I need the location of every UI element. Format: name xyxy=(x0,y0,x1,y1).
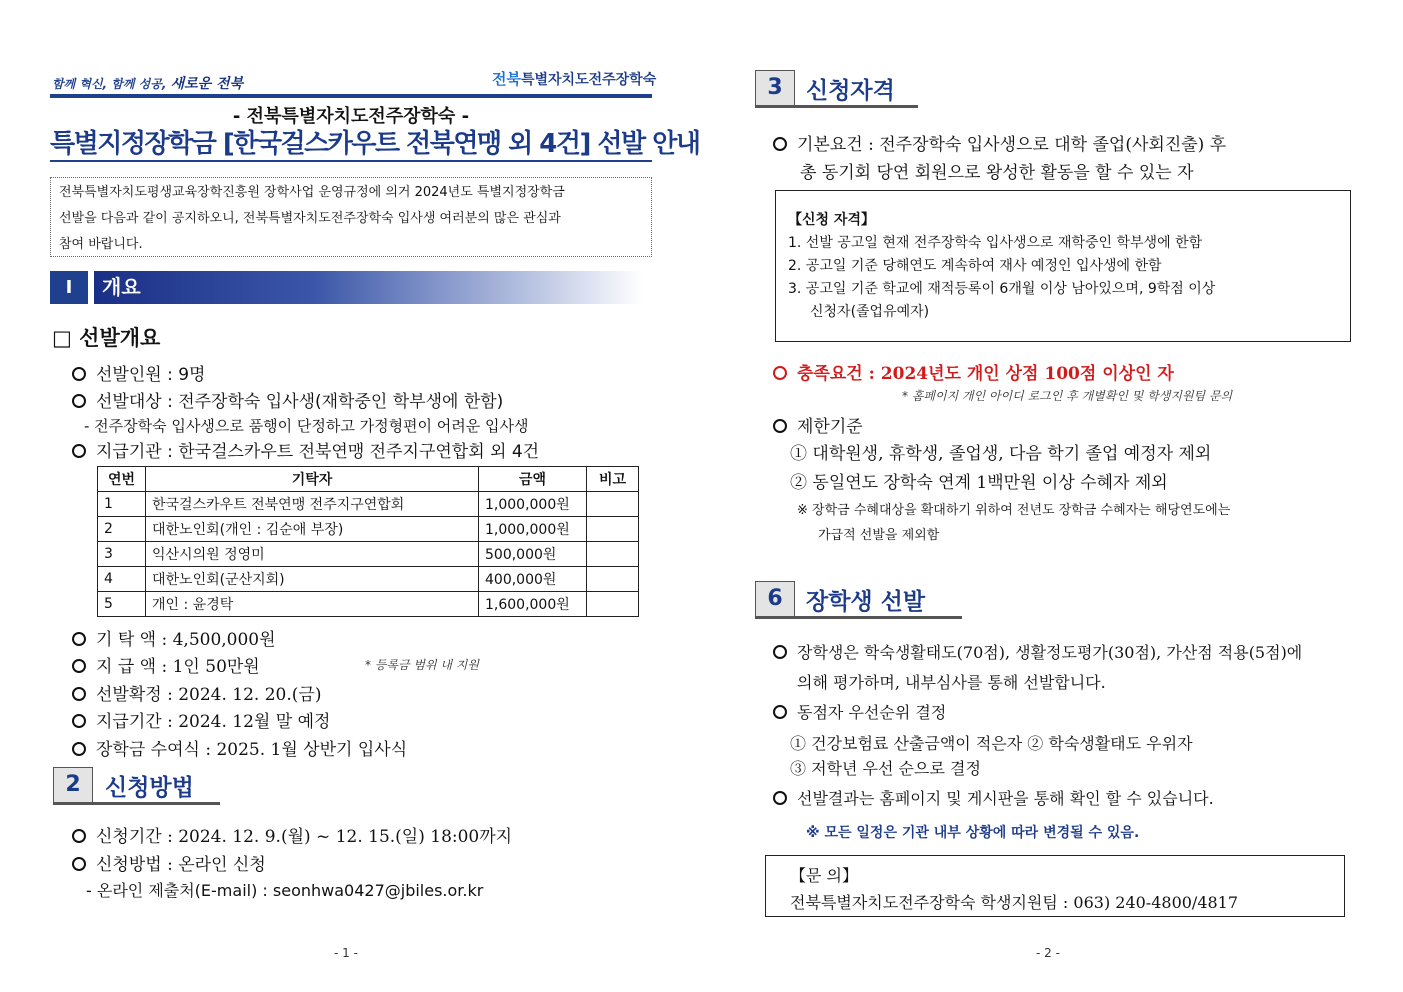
cell xyxy=(587,567,639,592)
doc-subtitle: - 전북특별자치도전주장학숙 - xyxy=(232,106,470,127)
circle-bullet-icon xyxy=(72,632,86,646)
intro-line: 선발을 다음과 같이 공지하오니, 전북특별자치도전주장학숙 입사생 여러분의 많은 관심과 xyxy=(59,211,561,226)
circle-bullet-icon xyxy=(773,419,787,433)
cell: 개인 : 윤경탁 xyxy=(146,592,479,617)
cell: 400,000원 xyxy=(479,567,587,592)
title-rule xyxy=(50,160,652,162)
section-2-title: 신청방법 xyxy=(105,775,194,801)
table-row xyxy=(98,492,639,517)
list-item: 선발대상 : 전주장학숙 입사생(재학중인 학부생에 한함) xyxy=(72,387,503,412)
circle-bullet-icon xyxy=(72,659,86,673)
circle-bullet-icon xyxy=(72,829,86,843)
circle-bullet-icon xyxy=(773,137,787,151)
contact-heading: 【문 의】 xyxy=(790,866,858,885)
qualification-line: 신청자(졸업유예자) xyxy=(810,304,930,320)
col-header: 비고 xyxy=(587,467,639,492)
list-item: 선발확정 : 2024. 12. 20.(금) xyxy=(72,680,321,705)
list-item: 신청방법 : 온라인 신청 xyxy=(72,850,266,875)
overview-heading: □ 선발개요 xyxy=(52,326,161,350)
limit-item: ① 대학원생, 휴학생, 졸업생, 다음 학기 졸업 예정자 제외 xyxy=(790,444,1212,464)
list-item: 신청기간 : 2024. 12. 9.(월) ~ 12. 15.(일) 18:00까지 xyxy=(72,822,512,847)
circle-bullet-icon xyxy=(773,366,787,380)
limit-item: ② 동일연도 장학숙 연계 1백만원 이상 수혜자 제외 xyxy=(790,473,1168,493)
section-3-title: 신청자격 xyxy=(806,78,895,104)
limit-note: ※ 장학금 수혜대상을 확대하기 위하여 전년도 장학금 수혜자는 해당연도에는 xyxy=(797,503,1231,518)
section-6-title: 장학생 선발 xyxy=(806,589,926,615)
cell: 3 xyxy=(98,542,146,567)
circle-bullet-icon xyxy=(72,714,86,728)
fulfill-requirement: 충족요건 : 2024년도 개인 상점 100점 이상인 자 xyxy=(773,359,1174,384)
cell: 1,000,000원 xyxy=(479,492,587,517)
section-1-number: I xyxy=(50,271,88,304)
section-3-number: 3 xyxy=(755,70,795,106)
col-header: 연번 xyxy=(98,467,146,492)
intro-box xyxy=(50,177,652,257)
target-note: - 전주장학숙 입사생으로 품행이 단정하고 가정형편이 어려운 입사생 xyxy=(84,417,529,435)
circle-bullet-icon xyxy=(72,444,86,458)
list-item-cont: 의해 평가하며, 내부심사를 통해 선발합니다. xyxy=(797,673,1106,692)
qualification-line: 1. 선발 공고일 현재 전주장학숙 입사생으로 재학중인 학부생에 한함 xyxy=(788,235,1203,251)
table-header-row xyxy=(98,467,639,492)
list-item-cont: 총 동기회 당연 회원으로 왕성한 활동을 할 수 있는 자 xyxy=(800,163,1194,183)
list-item: 지 급 액 : 1인 50만원 xyxy=(72,652,260,677)
cell: 익산시의원 정영미 xyxy=(146,542,479,567)
cell: 대한노인회(군산지회) xyxy=(146,567,479,592)
table-row xyxy=(98,542,639,567)
intro-line: 참여 바랍니다. xyxy=(59,237,143,252)
list-item: 장학금 수여식 : 2025. 1월 상반기 입사식 xyxy=(72,735,407,760)
qualification-box xyxy=(775,190,1351,342)
contact-box xyxy=(765,855,1345,917)
donor-table xyxy=(97,466,639,617)
section-2-number: 2 xyxy=(53,767,93,803)
cell: 1,000,000원 xyxy=(479,517,587,542)
list-item: 선발결과는 홈페이지 및 게시판을 통해 확인 할 수 있습니다. xyxy=(773,786,1214,809)
org-logo: 전북특별자치도전주장학숙 xyxy=(492,70,657,88)
table-row xyxy=(98,517,639,542)
section-6-number: 6 xyxy=(755,581,795,617)
contact-line: 전북특별자치도전주장학숙 학생지원팀 : 063) 240-4800/4817 xyxy=(790,893,1239,912)
section-3-underline xyxy=(755,105,918,108)
qualification-heading: 【신청 자격】 xyxy=(788,212,875,228)
cell xyxy=(587,592,639,617)
slogan: 함께 혁신, 함께 성공, 새로운 전북 xyxy=(52,76,244,92)
header-rule xyxy=(50,94,652,98)
section-6-underline xyxy=(755,616,962,619)
list-item: 동점자 우선순위 결정 xyxy=(773,700,946,723)
circle-bullet-icon xyxy=(72,857,86,871)
col-header: 금액 xyxy=(479,467,587,492)
cell: 2 xyxy=(98,517,146,542)
tie-item: ③ 저학년 우선 순으로 결정 xyxy=(790,759,981,778)
circle-bullet-icon xyxy=(773,705,787,719)
cell: 500,000원 xyxy=(479,542,587,567)
section-1-title: 개요 xyxy=(94,271,642,304)
circle-bullet-icon xyxy=(72,394,86,408)
qualification-line: 3. 공고일 기준 학교에 재적등록이 6개월 이상 남아있으며, 9학점 이상 xyxy=(788,281,1216,297)
page-number: - 2 - xyxy=(1036,946,1060,960)
online-submit-note: - 온라인 제출처(E-mail) : seonhwa0427@jbiles.or.kr xyxy=(86,881,484,900)
cell xyxy=(587,492,639,517)
list-item: 지급기간 : 2024. 12월 말 예정 xyxy=(72,707,330,732)
circle-bullet-icon xyxy=(72,742,86,756)
cell: 1 xyxy=(98,492,146,517)
circle-bullet-icon xyxy=(72,367,86,381)
list-item: 지급기관 : 한국걸스카우트 전북연맹 전주지구연합회 외 4건 xyxy=(72,437,539,462)
section-2-underline xyxy=(53,802,220,805)
circle-bullet-icon xyxy=(773,645,787,659)
intro-line: 전북특별자치도평생교육장학진흥원 장학사업 운영규정에 의거 2024년도 특별지정장학금 xyxy=(59,185,565,200)
list-item: 제한기준 xyxy=(773,412,863,437)
table-row xyxy=(98,567,639,592)
list-item: 선발인원 : 9명 xyxy=(72,360,205,385)
page-number: - 1 - xyxy=(334,946,358,960)
tie-item: ① 건강보험료 산출금액이 적은자 ② 학숙생활태도 우위자 xyxy=(790,734,1193,753)
cell: 4 xyxy=(98,567,146,592)
schedule-note: ※ 모든 일정은 기관 내부 상황에 따라 변경될 수 있음. xyxy=(806,825,1140,841)
table-row xyxy=(98,592,639,617)
list-item: 기 탁 액 : 4,500,000원 xyxy=(72,625,276,650)
list-item: 기본요건 : 전주장학숙 입사생으로 대학 졸업(사회진출) 후 xyxy=(773,130,1226,155)
cell: 한국걸스카우트 전북연맹 전주지구연합회 xyxy=(146,492,479,517)
pay-note: * 등록금 범위 내 지원 xyxy=(365,658,479,672)
cell: 1,600,000원 xyxy=(479,592,587,617)
doc-title: 특별지정장학금 [한국걸스카우트 전북연맹 외 4건] 선발 안내 xyxy=(50,129,700,159)
list-item: 장학생은 학숙생활태도(70점), 생활정도평가(30점), 가산점 적용(5점)에 xyxy=(773,640,1302,663)
circle-bullet-icon xyxy=(773,791,787,805)
cell xyxy=(587,542,639,567)
cell xyxy=(587,517,639,542)
limit-note: 가급적 선발을 제외함 xyxy=(818,528,940,543)
circle-bullet-icon xyxy=(72,687,86,701)
col-header: 기탁자 xyxy=(146,467,479,492)
cell: 5 xyxy=(98,592,146,617)
fulfill-note: * 홈페이지 개인 아이디 로그인 후 개별확인 및 학생지원팀 문의 xyxy=(902,389,1233,403)
qualification-line: 2. 공고일 기준 당해연도 계속하여 재사 예정인 입사생에 한함 xyxy=(788,258,1162,274)
cell: 대한노인회(개인 : 김순애 부장) xyxy=(146,517,479,542)
